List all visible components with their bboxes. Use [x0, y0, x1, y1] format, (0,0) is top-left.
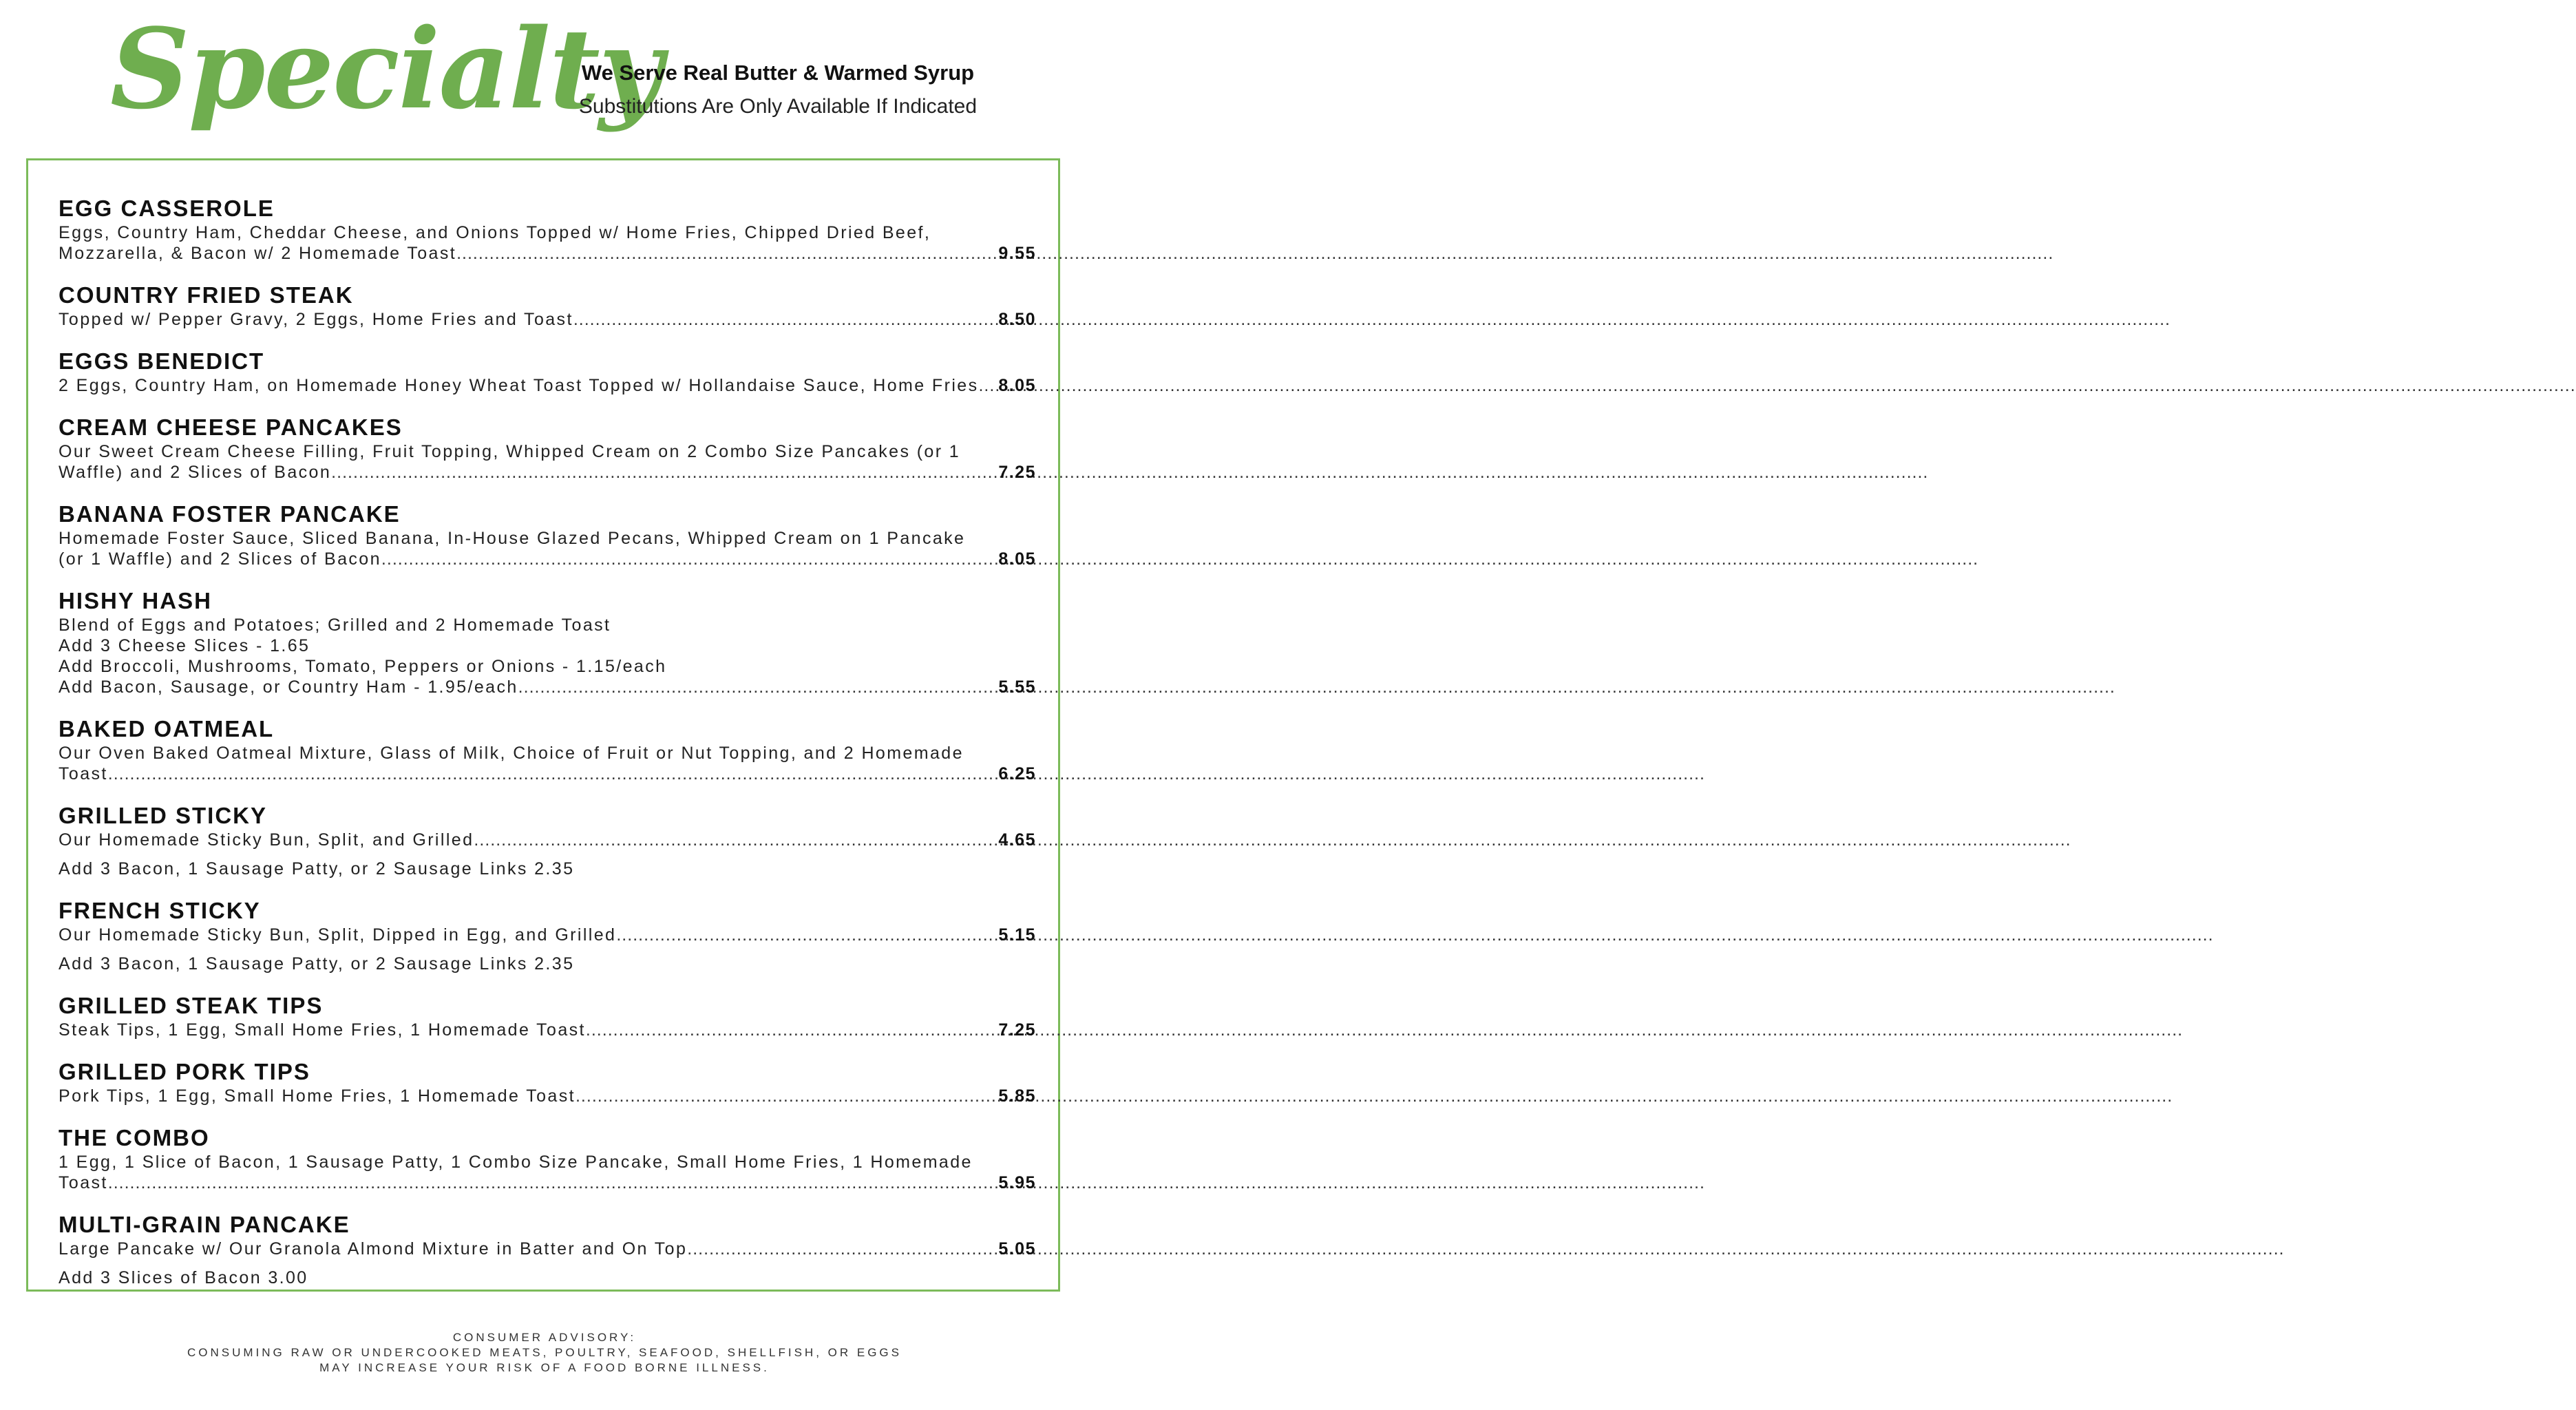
- item-name: GRILLED PORK TIPS: [59, 1059, 310, 1084]
- menu-item: [59, 414, 1036, 483]
- item-price: 8.05: [998, 549, 1036, 569]
- item-description: Mozzarella, & Bacon w/ 2 Homemade Toast: [59, 244, 457, 263]
- item-description: Steak Tips, 1 Egg, Small Home Fries, 1 Homemade Toast: [59, 1020, 586, 1040]
- item-description: Toast: [59, 764, 108, 783]
- item-description: Homemade Foster Sauce, Sliced Banana, In-House Glazed Pecans, Whipped Cream on 1 Pancake: [59, 529, 966, 548]
- item-name: CREAM CHEESE PANCAKES: [59, 414, 403, 440]
- menu-item: [59, 802, 1036, 879]
- item-name: GRILLED STICKY: [59, 803, 268, 828]
- item-price: 5.15: [998, 925, 1036, 945]
- item-addon: Add 3 Slices of Bacon 3.00: [59, 1268, 308, 1287]
- menu-item: [59, 587, 1036, 697]
- item-description: Pork Tips, 1 Egg, Small Home Fries, 1 Homemade Toast: [59, 1086, 576, 1106]
- menu-box: [26, 158, 1060, 1292]
- item-price: 9.55: [998, 244, 1036, 263]
- menu-item: [59, 992, 1036, 1040]
- item-name: MULTI-GRAIN PANCAKE: [59, 1212, 350, 1237]
- item-price-line: [59, 764, 1036, 784]
- menu-item: [59, 1058, 1036, 1106]
- advisory-line: MAY INCREASE YOUR RISK OF A FOOD BORNE ILLNESS.: [319, 1361, 770, 1374]
- dot-leader: [687, 1239, 997, 1259]
- item-description: Our Oven Baked Oatmeal Mixture, Glass of Milk, Choice of Fruit or Nut Topping, and 2 Homemade: [59, 744, 964, 763]
- item-price-line: [59, 549, 1036, 569]
- item-price: 5.95: [998, 1173, 1036, 1192]
- item-price: 8.50: [998, 310, 1036, 329]
- dot-leader: [518, 677, 997, 697]
- tagline: [571, 61, 984, 118]
- item-price: 5.85: [998, 1086, 1036, 1106]
- item-description: Add Bacon, Sausage, or Country Ham - 1.95/each: [59, 677, 518, 697]
- item-name: BAKED OATMEAL: [59, 716, 275, 741]
- item-price: 4.65: [998, 830, 1036, 850]
- dot-leader: [586, 1020, 997, 1040]
- item-price-line: [59, 830, 1036, 850]
- menu-item: [59, 1124, 1036, 1193]
- item-description: Our Homemade Sticky Bun, Split, and Grilled: [59, 830, 474, 850]
- item-description: Our Sweet Cream Cheese Filling, Fruit Topping, Whipped Cream on 2 Combo Size Pancakes (or 1: [59, 442, 961, 461]
- menu-item: [59, 348, 1036, 396]
- menu-item: [59, 282, 1036, 330]
- item-name: COUNTRY FRIED STEAK: [59, 282, 354, 308]
- dot-leader: [576, 1086, 997, 1106]
- dot-leader: [381, 549, 997, 569]
- item-description: Our Homemade Sticky Bun, Split, Dipped in Egg, and Grilled: [59, 925, 617, 945]
- item-price-line: [59, 925, 1036, 945]
- dot-leader: [331, 462, 997, 483]
- item-price-line: [59, 1239, 1036, 1259]
- advisory-line: CONSUMING RAW OR UNDERCOOKED MEATS, POULTRY, SEAFOOD, SHELLFISH, OR EGGS: [187, 1346, 902, 1359]
- item-name: GRILLED STEAK TIPS: [59, 993, 324, 1018]
- item-name: EGGS BENEDICT: [59, 348, 265, 374]
- item-price-line: [59, 243, 1036, 264]
- dot-leader: [456, 243, 997, 264]
- item-name: FRENCH STICKY: [59, 898, 261, 923]
- item-name: BANANA FOSTER PANCAKE: [59, 501, 401, 527]
- item-price-line: [59, 1020, 1036, 1040]
- item-price-line: [59, 1086, 1036, 1106]
- item-description: Topped w/ Pepper Gravy, 2 Eggs, Home Fries and Toast: [59, 310, 573, 329]
- menu-item: [59, 897, 1036, 974]
- advisory-heading: CONSUMER ADVISORY:: [452, 1331, 637, 1344]
- dot-leader: [978, 375, 997, 396]
- item-description: Blend of Eggs and Potatoes; Grilled and 2 Homemade Toast: [59, 615, 611, 635]
- menu-item: [59, 1211, 1036, 1288]
- item-price-line: [59, 677, 1036, 697]
- item-price: 5.05: [998, 1239, 1036, 1259]
- item-description: Add 3 Cheese Slices - 1.65: [59, 636, 310, 655]
- menu-item: [59, 195, 1036, 264]
- item-description: Add Broccoli, Mushrooms, Tomato, Peppers or Onions - 1.15/each: [59, 657, 667, 676]
- dot-leader: [616, 925, 997, 945]
- item-price: 6.25: [998, 764, 1036, 783]
- menu-item: [59, 715, 1036, 784]
- item-name: HISHY HASH: [59, 588, 212, 613]
- item-description: Large Pancake w/ Our Granola Almond Mixture in Batter and On Top: [59, 1239, 688, 1259]
- item-price-line: [59, 1172, 1036, 1193]
- item-description: (or 1 Waffle) and 2 Slices of Bacon: [59, 549, 381, 569]
- menu-item: [59, 501, 1036, 569]
- dot-leader: [573, 309, 997, 330]
- item-name: THE COMBO: [59, 1125, 210, 1150]
- item-addon: Add 3 Bacon, 1 Sausage Patty, or 2 Sausage Links 2.35: [59, 954, 575, 974]
- item-price: 7.25: [998, 1020, 1036, 1040]
- menu-items: [59, 195, 1036, 1306]
- item-addon: Add 3 Bacon, 1 Sausage Patty, or 2 Sausage Links 2.35: [59, 859, 575, 878]
- item-description: Waffle) and 2 Slices of Bacon: [59, 463, 332, 482]
- item-description: Eggs, Country Ham, Cheddar Cheese, and Onions Topped w/ Home Fries, Chipped Dried Beef,: [59, 223, 931, 242]
- item-description: 2 Eggs, Country Ham, on Homemade Honey Wheat Toast Topped w/ Hollandaise Sauce, Home Fries: [59, 376, 979, 395]
- item-price-line: [59, 309, 1036, 330]
- tagline-bold: We Serve Real Butter & Warmed Syrup: [581, 61, 975, 85]
- item-description: 1 Egg, 1 Slice of Bacon, 1 Sausage Patty, 1 Combo Size Pancake, Small Home Fries, 1 Homemade: [59, 1153, 973, 1172]
- consumer-advisory: [0, 1330, 1089, 1376]
- menu-title: Specialty: [110, 4, 662, 134]
- item-price: 7.25: [998, 463, 1036, 482]
- dot-leader: [108, 764, 997, 784]
- item-price: 5.55: [998, 677, 1036, 697]
- dot-leader: [474, 830, 997, 850]
- item-name: EGG CASSEROLE: [59, 196, 275, 221]
- dot-leader: [108, 1172, 997, 1193]
- tagline-sub: Substitutions Are Only Available If Indicated: [578, 95, 978, 118]
- item-description: Toast: [59, 1173, 108, 1192]
- item-price: 8.05: [998, 376, 1036, 395]
- item-price-line: [59, 462, 1036, 483]
- item-price-line: [59, 375, 1036, 396]
